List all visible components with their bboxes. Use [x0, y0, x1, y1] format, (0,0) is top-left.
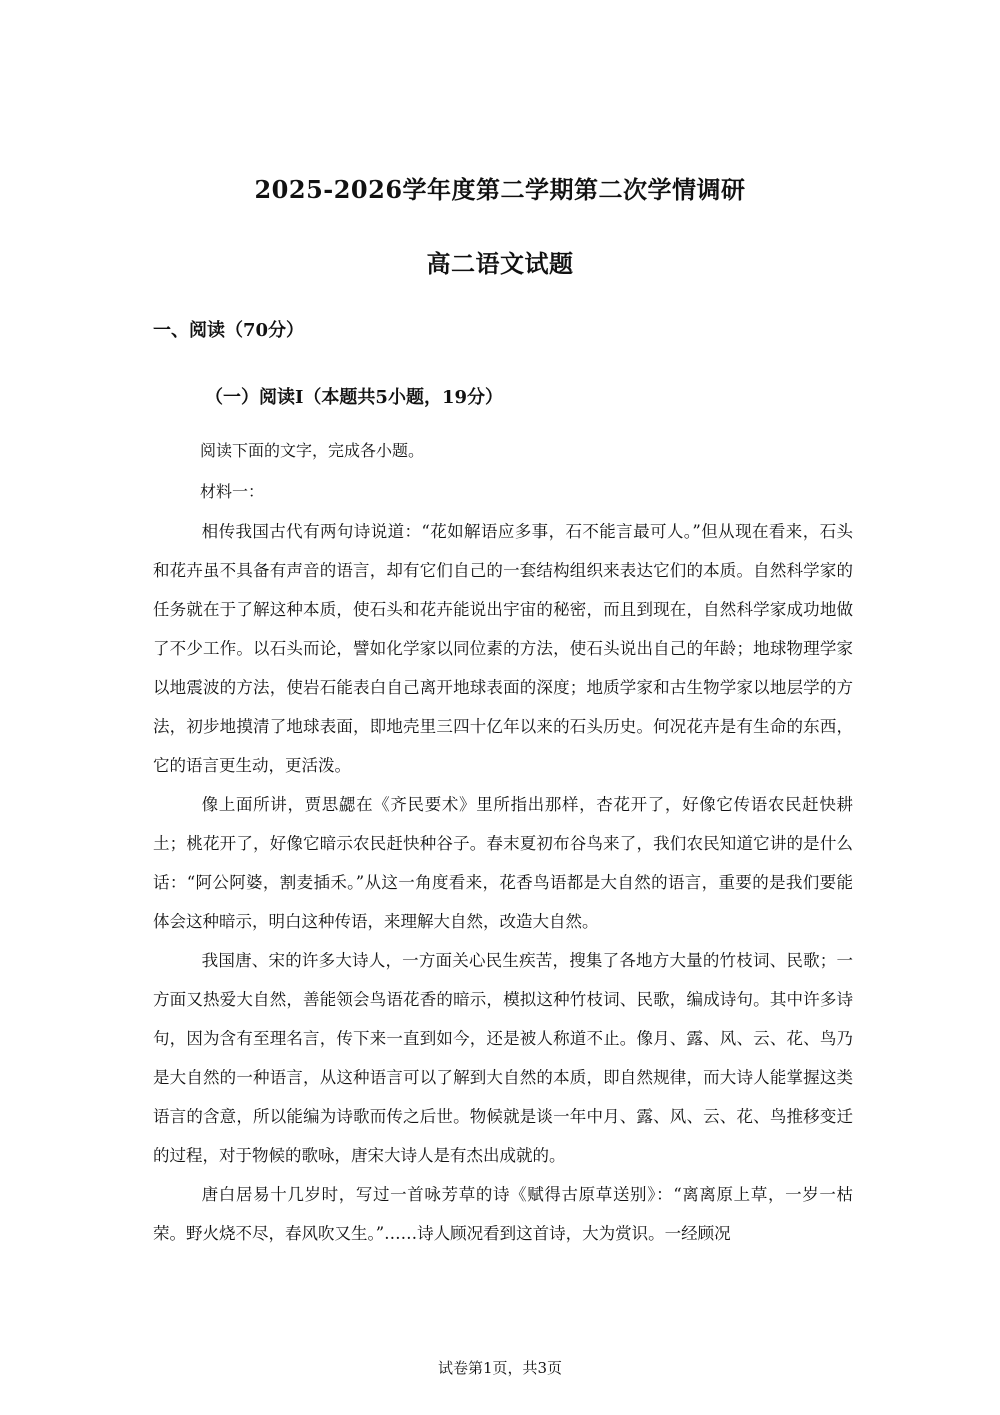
exam-title: 2025-2026学年度第二学期第二次学情调研 — [254, 175, 746, 204]
passage-body — [153, 512, 853, 1253]
sub-section-heading: （一）阅读Ⅰ（本题共5小题，19分） — [205, 387, 503, 408]
exam-subtitle: 高二语文试题 — [426, 249, 574, 278]
section-heading: 一、阅读（70分） — [153, 320, 305, 341]
passage-paragraph: 相传我国古代有两句诗说道：“花如解语应多事，石不能言最可人。”但从现在看来，石头和花卉虽不具备有声音的语言，却有它们自己的一套结构组织来表达它们的本质。自然科学家的任务就在于了解这种本质，使石头和花卉能说出宇宙的秘密，而且到现在，自然科学家成功地做了不少工作。以石头而论，譬如化学家以同位素的方法，使石头说出自己的年龄；地球物理学家以地震波的方法，使岩石能表白自己离开地球表面的深度；地质学家和古生物学家以地层学的方法，初步地摸清了地球表面，即地壳里三四十亿年以来的石头历史。何况花卉是有生命的东西，它的语言更生动，更活泼。 — [153, 522, 853, 775]
page-footer: 试卷第1页，共3页 — [437, 1359, 563, 1377]
passage-paragraph: 唐白居易十几岁时，写过一首咏芳草的诗《赋得古原草送别》：“离离原上草，一岁一枯荣。野火烧不尽，春风吹又生。”……诗人顾况看到这首诗，大为赏识。一经顾况 — [153, 1185, 853, 1243]
reading-instruction: 阅读下面的文字，完成各小题。 — [200, 441, 425, 460]
passage-paragraph: 像上面所讲，贾思勰在《齐民要术》里所指出那样，杏花开了，好像它传语农民赶快耕土；桃花开了，好像它暗示农民赶快种谷子。春末夏初布谷鸟来了，我们农民知道它讲的是什么话：“阿公阿婆，割麦插禾。”从这一角度看来，花香鸟语都是大自然的语言，重要的是我们要能体会这种暗示，明白这种传语，来理解大自然，改造大自然。 — [153, 795, 853, 931]
material-label: 材料一： — [200, 482, 265, 501]
passage-paragraph: 我国唐、宋的许多大诗人，一方面关心民生疾苦，搜集了各地方大量的竹枝词、民歌；一方面又热爱大自然，善能领会鸟语花香的暗示，模拟这种竹枝词、民歌，编成诗句。其中许多诗句，因为含有至理名言，传下来一直到如今，还是被人称道不止。像月、露、风、云、花、鸟乃是大自然的一种语言，从这种语言可以了解到大自然的本质，即自然规律，而大诗人能掌握这类语言的含意，所以能编为诗歌而传之后世。物候就是谈一年中月、露、风、云、花、鸟推移变迁的过程，对于物候的歌咏，唐宋大诗人是有杰出成就的。 — [153, 951, 853, 1165]
